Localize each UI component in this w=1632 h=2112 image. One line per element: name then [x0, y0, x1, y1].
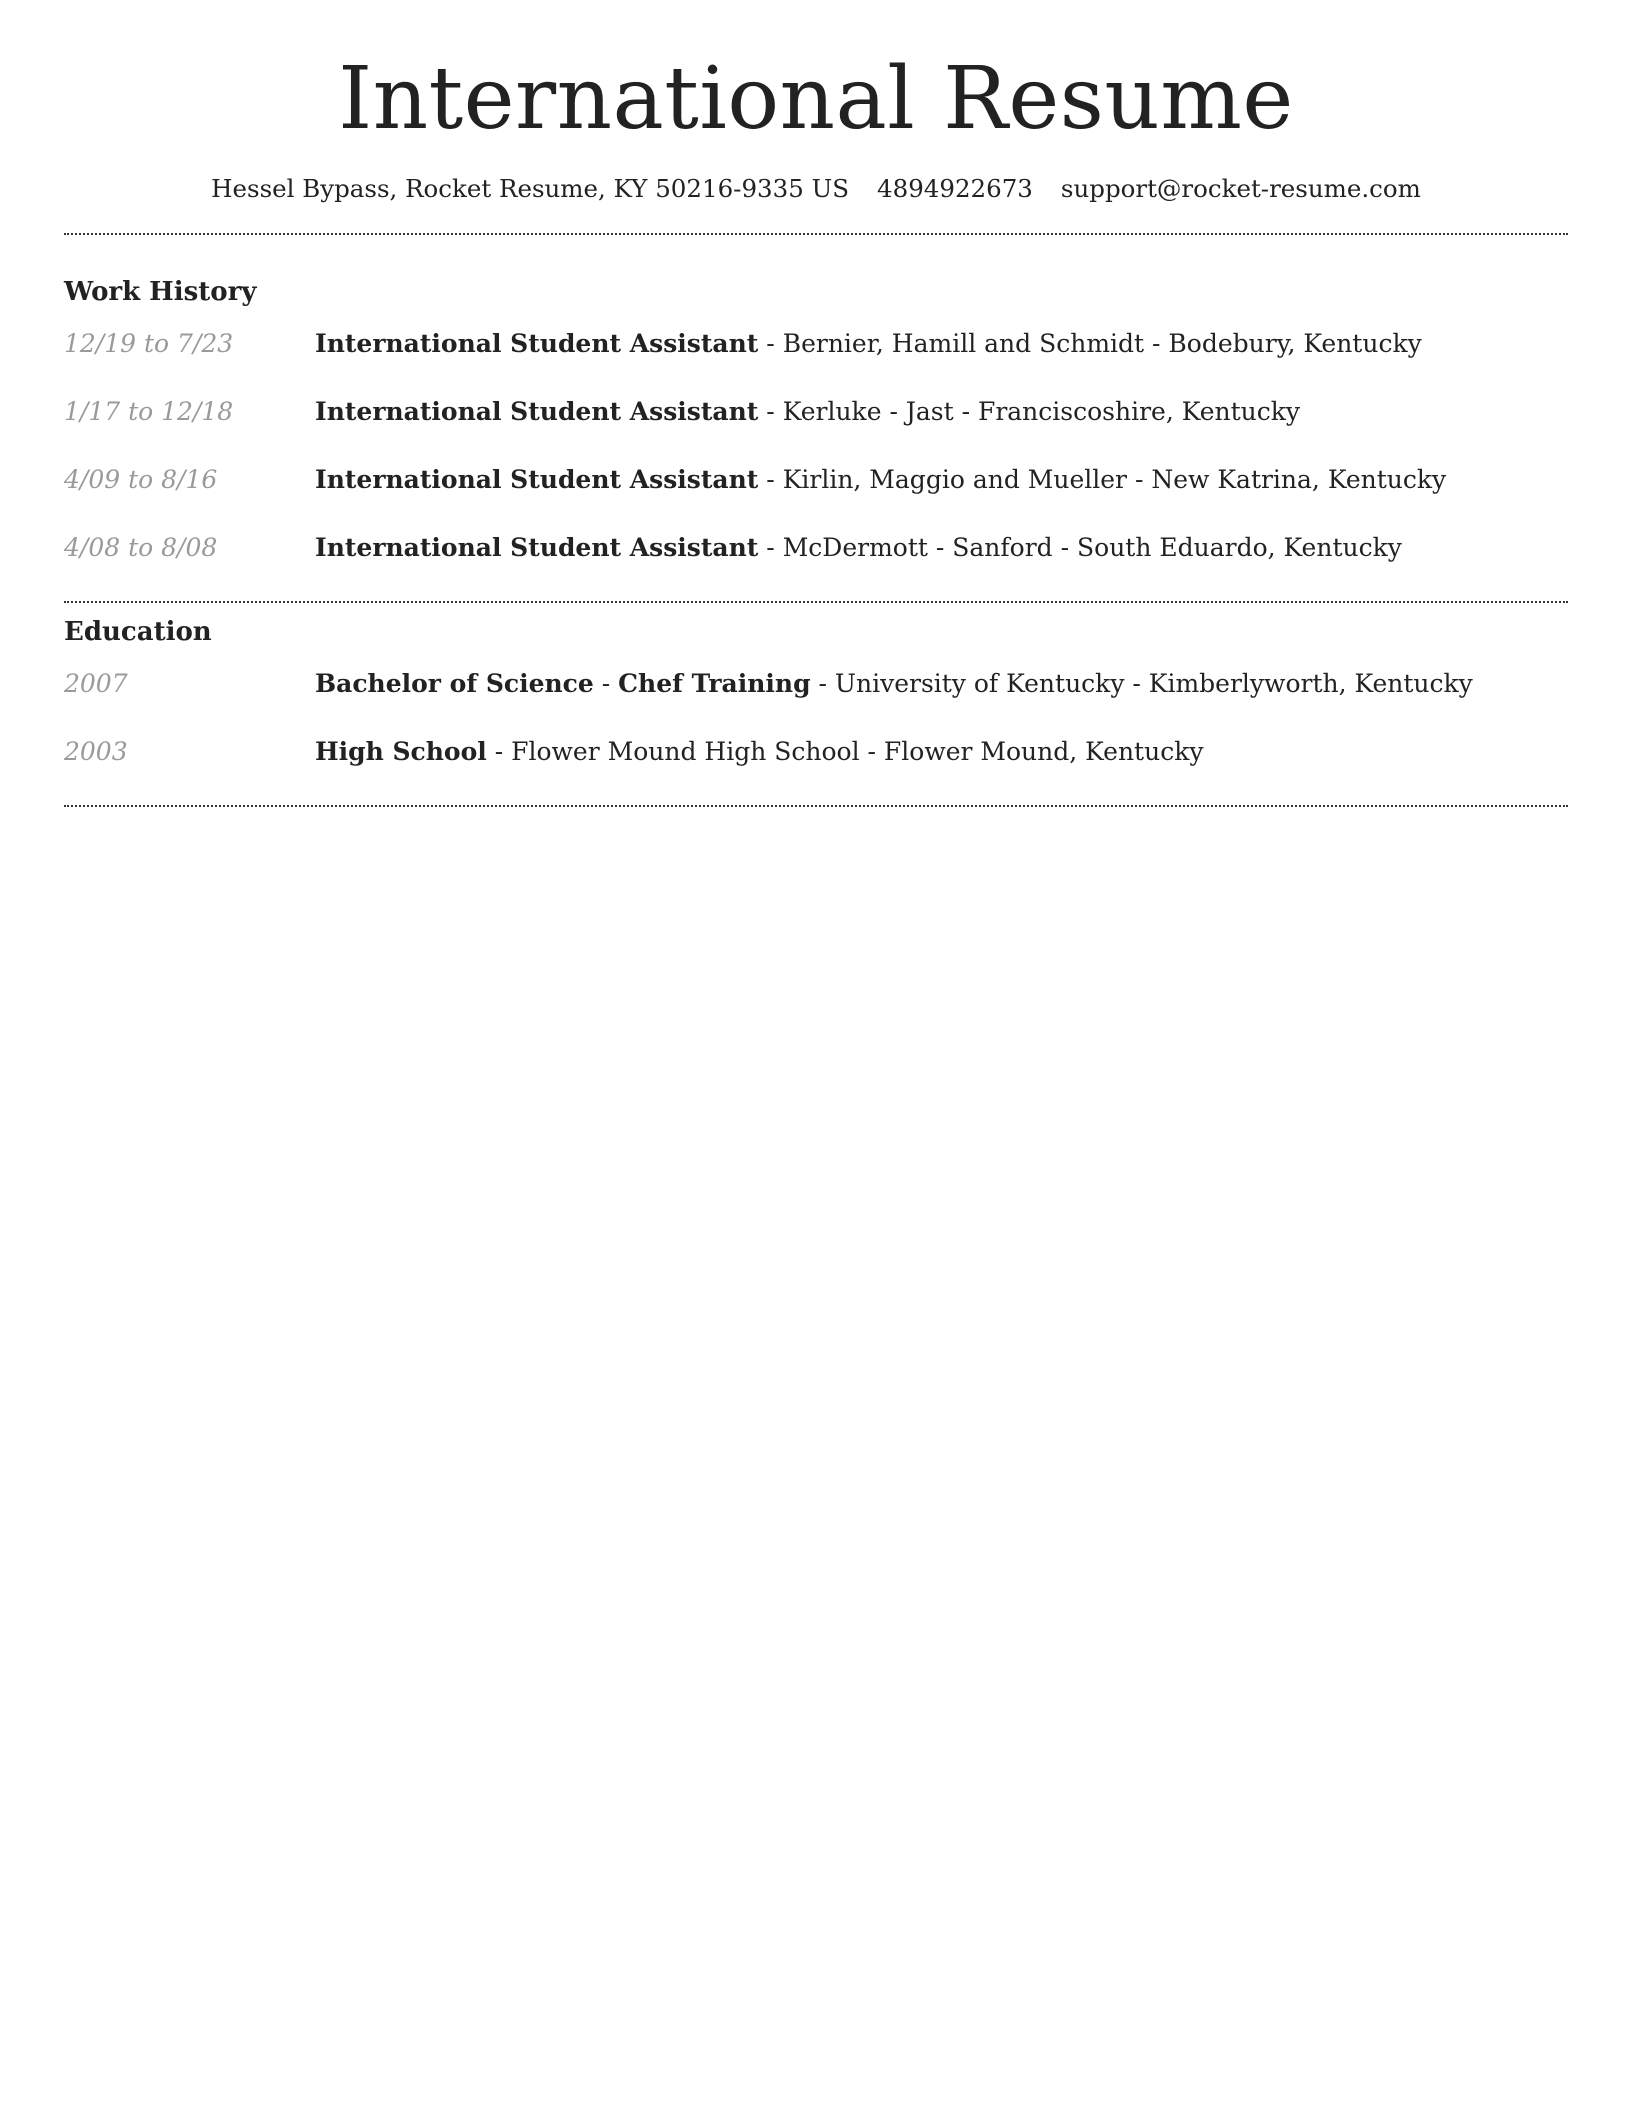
work-description	[315, 465, 1446, 494]
work-history-item	[64, 397, 1568, 465]
work-history-item	[64, 533, 1568, 601]
header-divider	[64, 233, 1568, 235]
education-heading: Education	[64, 617, 212, 648]
work-role: International Student Assistant	[315, 465, 759, 495]
education-degree: High School	[315, 737, 487, 767]
work-dates: 12/19 to 7/23	[64, 329, 234, 359]
education-item	[64, 737, 1568, 805]
work-employer: - Kirlin, Maggio and Mueller - New Katrina, Kentucky	[758, 465, 1447, 495]
education-section	[64, 617, 1568, 805]
work-history-heading: Work History	[64, 277, 257, 308]
education-school: - Flower Mound High School - Flower Mound, Kentucky	[486, 737, 1204, 767]
education-item	[64, 669, 1568, 737]
education-description	[315, 737, 1203, 766]
work-history-item	[64, 465, 1568, 533]
work-history-item	[64, 329, 1568, 397]
education-list	[64, 669, 1568, 805]
work-description	[315, 533, 1402, 562]
education-divider	[64, 805, 1568, 807]
work-history-list	[64, 329, 1568, 601]
education-school: - University of Kentucky - Kimberlyworth, Kentucky	[810, 669, 1473, 699]
education-description	[315, 669, 1473, 698]
work-role: International Student Assistant	[315, 329, 759, 359]
contact-phone: 4894922673	[877, 174, 1033, 204]
education-year: 2003	[64, 737, 128, 767]
contact-address: Hessel Bypass, Rocket Resume, KY 50216-9335 US	[211, 174, 850, 204]
work-role: International Student Assistant	[315, 533, 759, 563]
education-separator: -	[593, 669, 619, 699]
education-degree: Bachelor of Science	[315, 669, 594, 699]
work-dates: 4/09 to 8/16	[64, 465, 218, 495]
resume-title: International Resume	[338, 49, 1294, 149]
work-employer: - Bernier, Hamill and Schmidt - Bodebury, Kentucky	[758, 329, 1422, 359]
education-year: 2007	[64, 669, 128, 699]
work-employer: - McDermott - Sanford - South Eduardo, Kentucky	[758, 533, 1402, 563]
work-description	[315, 329, 1422, 358]
work-description	[315, 397, 1300, 426]
work-dates: 4/08 to 8/08	[64, 533, 218, 563]
contact-line	[64, 174, 1568, 203]
work-employer: - Kerluke - Jast - Franciscoshire, Kentucky	[758, 397, 1301, 427]
contact-email: support@rocket-resume.com	[1060, 174, 1421, 204]
education-field: Chef Training	[618, 669, 811, 699]
work-role: International Student Assistant	[315, 397, 759, 427]
work-dates: 1/17 to 12/18	[64, 397, 234, 427]
work-history-section	[64, 277, 1568, 601]
work-history-divider	[64, 601, 1568, 603]
